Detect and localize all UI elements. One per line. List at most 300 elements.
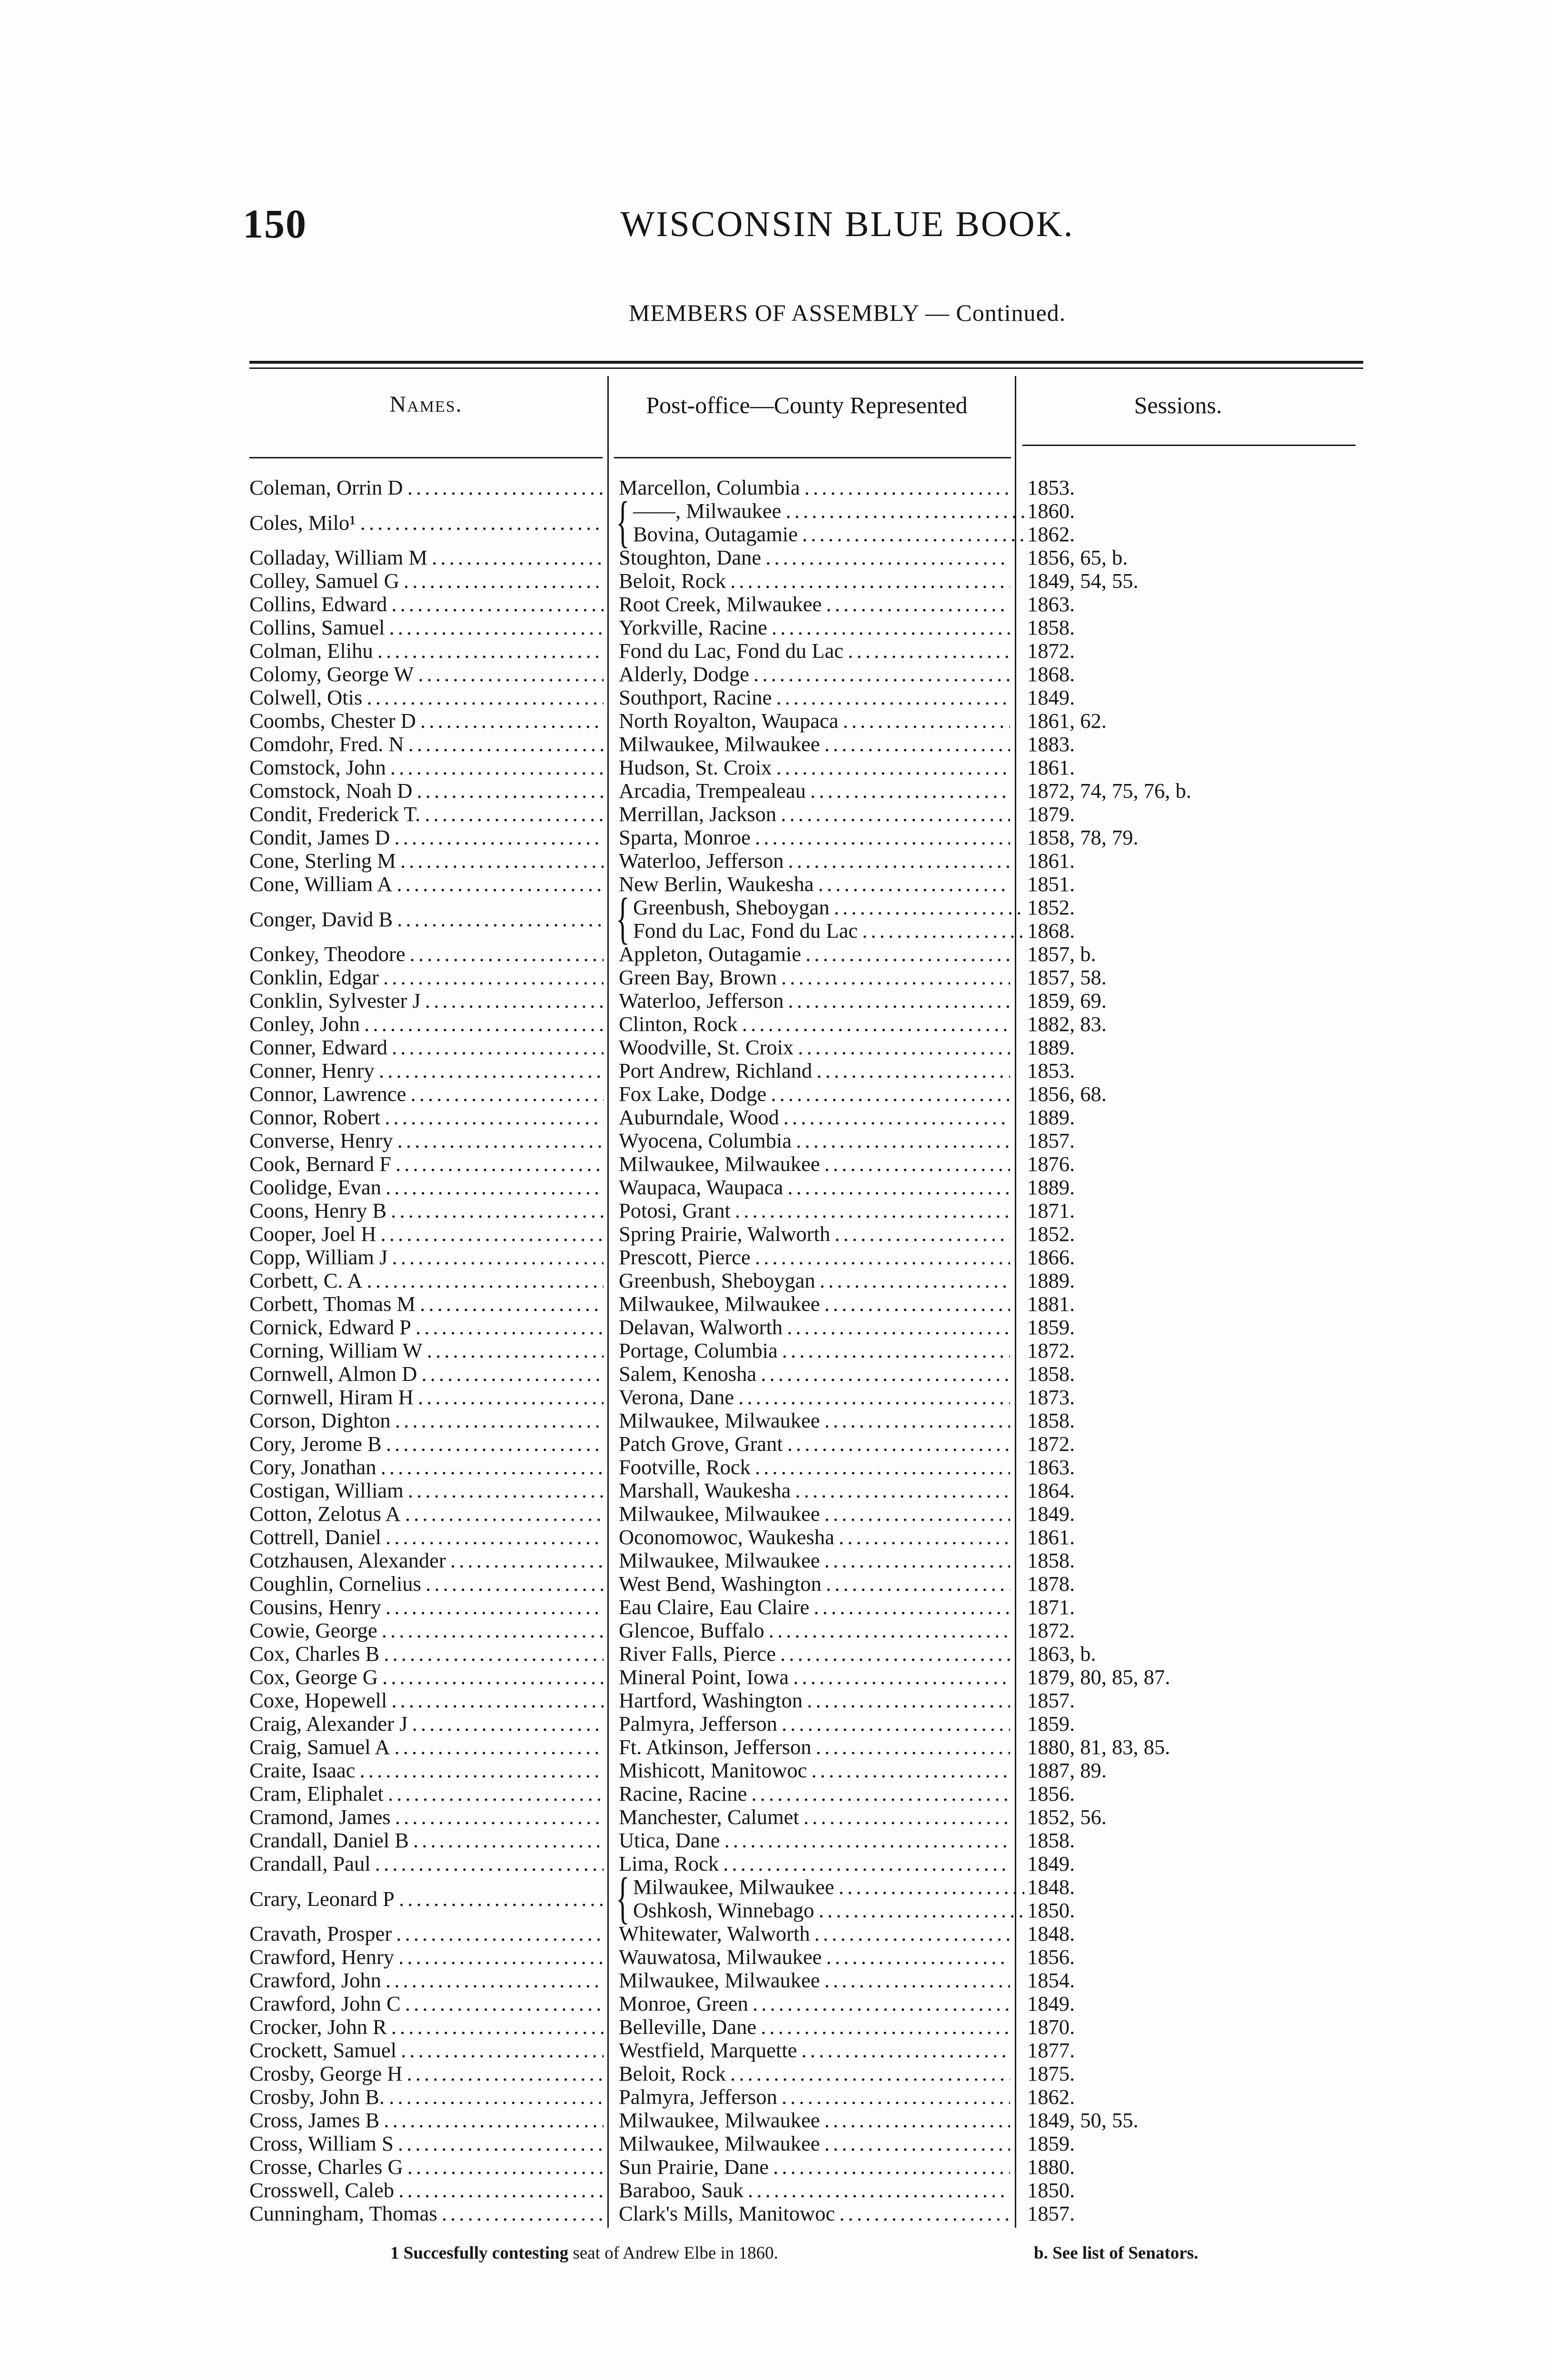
post-office-county: Greenbush, Sheboygan . . . xyxy=(619,1269,1010,1292)
header-underline-post xyxy=(614,457,1011,458)
table-row xyxy=(0,1735,1546,1759)
sessions-value: 1861, 62. xyxy=(1027,709,1107,733)
member-name: Coxe, Hopewell . . . xyxy=(249,1689,604,1712)
sessions-value: 1849, 50, 55. xyxy=(1027,2109,1139,2132)
member-name: Corbett, C. A . . . xyxy=(249,1269,604,1292)
post-office-county: Milwaukee, Milwaukee . . . xyxy=(619,1875,1024,1899)
member-name: Craig, Samuel A . . . xyxy=(249,1735,604,1759)
footnote-senators: b. See list of Senators. xyxy=(1034,2243,1199,2263)
member-name: Cooper, Joel H . . . xyxy=(249,1222,604,1246)
sessions-value: 1849. xyxy=(1027,686,1075,709)
sessions-value: 1852. xyxy=(1027,1222,1075,1246)
post-office-county: Hudson, St. Croix . . . xyxy=(619,756,1010,779)
member-name: Copp, William J . . . xyxy=(249,1246,604,1269)
member-name: Cotton, Zelotus A . . . xyxy=(249,1502,604,1526)
member-name: Colwell, Otis . . . xyxy=(249,686,604,709)
member-name: Coombs, Chester D . . . xyxy=(249,709,604,733)
table-row xyxy=(0,523,1546,546)
member-name: Coles, Milo¹ . . . xyxy=(249,511,604,535)
table-row xyxy=(0,1036,1546,1059)
post-office-county: Whitewater, Walworth . . . xyxy=(619,1922,1010,1945)
table-row xyxy=(0,1852,1546,1875)
table-row xyxy=(0,1619,1546,1642)
sessions-value: 1861. xyxy=(1027,756,1075,779)
post-office-county: Yorkville, Racine . . . xyxy=(619,616,1010,639)
post-office-county: Beloit, Rock . . . xyxy=(619,2062,1010,2085)
sessions-value: 1882, 83. xyxy=(1027,1012,1107,1036)
table-row xyxy=(0,1666,1546,1689)
table-row xyxy=(0,709,1546,733)
member-name: Cox, Charles B . . . xyxy=(249,1642,604,1666)
member-name: Craite, Isaac . . . xyxy=(249,1759,604,1782)
sessions-value: 1879. xyxy=(1027,803,1075,826)
brace-icon: { xyxy=(616,886,630,950)
table-row xyxy=(0,1596,1546,1619)
sessions-value: 1858. xyxy=(1027,1829,1075,1852)
sessions-value: 1879, 80, 85, 87. xyxy=(1027,1666,1170,1689)
sessions-value: 1848. xyxy=(1027,1875,1075,1899)
post-office-county: Clark's Mills, Manitowoc . . . xyxy=(619,2202,1010,2225)
post-office-county: Marshall, Waukesha . . . xyxy=(619,1479,1010,1502)
post-office-county: Monroe, Green . . . xyxy=(619,1992,1010,2015)
member-name: Cornwell, Hiram H . . . xyxy=(249,1386,604,1409)
table-row xyxy=(0,779,1546,803)
sessions-value: 1863. xyxy=(1027,593,1075,616)
footnote-contesting xyxy=(390,2243,778,2263)
member-name: Crawford, Henry . . . xyxy=(249,1945,604,1969)
post-office-county: Eau Claire, Eau Claire . . . xyxy=(619,1596,1010,1619)
member-name: Conklin, Sylvester J . . . xyxy=(249,989,604,1012)
post-office-county: ——, Milwaukee . . . xyxy=(619,499,1024,523)
post-office-county: Milwaukee, Milwaukee . . . xyxy=(619,1549,1010,1572)
post-office-county: River Falls, Pierce . . . xyxy=(619,1642,1010,1666)
member-name: Crawford, John C . . . xyxy=(249,1992,604,2015)
member-name: Crosse, Charles G . . . xyxy=(249,2155,604,2179)
sessions-value: 1858. xyxy=(1027,1549,1075,1572)
table-row xyxy=(0,2202,1546,2225)
post-office-county: Fox Lake, Dodge . . . xyxy=(619,1082,1010,1106)
member-name: Crandall, Paul . . . xyxy=(249,1852,604,1875)
table-row xyxy=(0,1969,1546,1992)
post-office-county: Delavan, Walworth . . . xyxy=(619,1316,1010,1339)
post-office-county: Port Andrew, Richland . . . xyxy=(619,1059,1010,1082)
member-name: Colley, Samuel G . . . xyxy=(249,569,604,593)
member-name: Cramond, James . . . xyxy=(249,1805,604,1829)
member-name: Connor, Robert . . . xyxy=(249,1106,604,1129)
table-row xyxy=(0,1689,1546,1712)
post-office-county: Waupaca, Waupaca . . . xyxy=(619,1176,1010,1199)
sessions-value: 1857. xyxy=(1027,2202,1075,2225)
post-office-county: Arcadia, Trempealeau . . . xyxy=(619,779,1010,803)
post-office-county: Merrillan, Jackson . . . xyxy=(619,803,1010,826)
member-name: Colman, Elihu . . . xyxy=(249,639,604,663)
table-row xyxy=(0,1572,1546,1596)
table-row xyxy=(0,1526,1546,1549)
sessions-value: 1887, 89. xyxy=(1027,1759,1107,1782)
sessions-value: 1858, 78, 79. xyxy=(1027,826,1139,849)
sessions-value: 1866. xyxy=(1027,1246,1075,1269)
table-row xyxy=(0,1152,1546,1176)
post-office-county: Milwaukee, Milwaukee . . . xyxy=(619,1292,1010,1316)
post-office-county: Glencoe, Buffalo . . . xyxy=(619,1619,1010,1642)
header-underline-names xyxy=(249,457,603,458)
sessions-value: 1863, b. xyxy=(1027,1642,1096,1666)
post-office-county: Racine, Racine . . . xyxy=(619,1782,1010,1805)
member-name xyxy=(249,523,604,546)
post-office-county: Beloit, Rock . . . xyxy=(619,569,1010,593)
post-office-county: Sparta, Monroe . . . xyxy=(619,826,1010,849)
member-name: Colladay, William M . . . xyxy=(249,546,604,569)
post-office-county: Oconomowoc, Waukesha . . . xyxy=(619,1526,1010,1549)
table-row xyxy=(0,1432,1546,1456)
page-number: 150 xyxy=(243,201,307,247)
sessions-value: 1878. xyxy=(1027,1572,1075,1596)
sessions-value: 1858. xyxy=(1027,616,1075,639)
sessions-value: 1849. xyxy=(1027,1852,1075,1875)
sessions-value: 1857, 58. xyxy=(1027,966,1107,989)
table-row xyxy=(0,2039,1546,2062)
member-name: Craig, Alexander J . . . xyxy=(249,1712,604,1735)
sessions-value: 1849. xyxy=(1027,1502,1075,1526)
post-office-county: North Royalton, Waupaca . . . xyxy=(619,709,1010,733)
table-row xyxy=(0,1642,1546,1666)
post-office-county: Milwaukee, Milwaukee . . . xyxy=(619,2132,1010,2155)
sessions-value: 1860. xyxy=(1027,499,1075,523)
header-underline-sessions xyxy=(1022,445,1356,446)
table-row xyxy=(0,919,1546,942)
post-office-county: Green Bay, Brown . . . xyxy=(619,966,1010,989)
member-name: Coleman, Orrin D . . . xyxy=(249,476,604,499)
member-name: Corson, Dighton . . . xyxy=(249,1409,604,1432)
sessions-value: 1881. xyxy=(1027,1292,1075,1316)
post-office-county: Mineral Point, Iowa . . . xyxy=(619,1666,1010,1689)
brace-icon: { xyxy=(616,1866,630,1929)
table-row xyxy=(0,966,1546,989)
sessions-value: 1875. xyxy=(1027,2062,1075,2085)
sessions-value: 1880. xyxy=(1027,2155,1075,2179)
post-office-county: Sun Prairie, Dane . . . xyxy=(619,2155,1010,2179)
sessions-value: 1872, 74, 75, 76, b. xyxy=(1027,779,1191,803)
table-row xyxy=(0,2132,1546,2155)
member-name xyxy=(249,1899,604,1922)
member-name: Corbett, Thomas M . . . xyxy=(249,1292,604,1316)
sessions-value: 1857, b. xyxy=(1027,942,1096,966)
table-row xyxy=(0,616,1546,639)
sessions-value: 1870. xyxy=(1027,2015,1075,2039)
post-office-county: Wauwatosa, Milwaukee . . . xyxy=(619,1945,1010,1969)
table-row xyxy=(0,2155,1546,2179)
table-row xyxy=(0,1899,1546,1922)
post-office-county: Auburndale, Wood . . . xyxy=(619,1106,1010,1129)
member-name: Costigan, William . . . xyxy=(249,1479,604,1502)
post-office-county: Appleton, Outagamie . . . xyxy=(619,942,1010,966)
table-row xyxy=(0,2015,1546,2039)
table-row xyxy=(0,989,1546,1012)
post-office-county: Wyocena, Columbia . . . xyxy=(619,1129,1010,1152)
sessions-value: 1849. xyxy=(1027,1992,1075,2015)
sessions-value: 1862. xyxy=(1027,2085,1075,2109)
footnote-text: seat of Andrew Elbe in 1860. xyxy=(573,2243,778,2263)
member-name: Conkey, Theodore . . . xyxy=(249,942,604,966)
member-name: Colomy, George W . . . xyxy=(249,663,604,686)
post-office-county: Utica, Dane . . . xyxy=(619,1829,1010,1852)
member-name: Cox, George G . . . xyxy=(249,1666,604,1689)
member-name: Collins, Edward . . . xyxy=(249,593,604,616)
post-office-county: Mishicott, Manitowoc . . . xyxy=(619,1759,1010,1782)
table-row xyxy=(0,803,1546,826)
sessions-value: 1872. xyxy=(1027,639,1075,663)
member-name: Crawford, John . . . xyxy=(249,1969,604,1992)
sessions-value: 1889. xyxy=(1027,1036,1075,1059)
running-head: WISCONSIN BLUE BOOK. xyxy=(620,204,1074,244)
member-name: Coons, Henry B . . . xyxy=(249,1199,604,1222)
post-office-county: Milwaukee, Milwaukee . . . xyxy=(619,1409,1010,1432)
member-name: Coolidge, Evan . . . xyxy=(249,1176,604,1199)
sessions-value: 1889. xyxy=(1027,1176,1075,1199)
table-row xyxy=(0,2109,1546,2132)
sessions-value: 1871. xyxy=(1027,1199,1075,1222)
table-row xyxy=(0,1106,1546,1129)
member-name: Crosby, John B. . . . xyxy=(249,2085,604,2109)
sessions-value: 1862. xyxy=(1027,523,1075,546)
post-office-county: West Bend, Washington . . . xyxy=(619,1572,1010,1596)
post-office-county: New Berlin, Waukesha . . . xyxy=(619,873,1010,896)
member-name: Cunningham, Thomas . . . xyxy=(249,2202,604,2225)
table-row xyxy=(0,733,1546,756)
post-office-county: Verona, Dane . . . xyxy=(619,1386,1010,1409)
table-row xyxy=(0,942,1546,966)
member-name: Crosswell, Caleb . . . xyxy=(249,2179,604,2202)
sessions-value: 1858. xyxy=(1027,1362,1075,1386)
table-row xyxy=(0,849,1546,873)
post-office-county: Potosi, Grant . . . xyxy=(619,1199,1010,1222)
table-row xyxy=(0,663,1546,686)
sessions-value: 1856. xyxy=(1027,1782,1075,1805)
member-name: Cross, William S . . . xyxy=(249,2132,604,2155)
post-office-county: Ft. Atkinson, Jefferson . . . xyxy=(619,1735,1010,1759)
member-name: Cross, James B . . . xyxy=(249,2109,604,2132)
member-name: Condit, Frederick T. . . . xyxy=(249,803,604,826)
sessions-value: 1851. xyxy=(1027,873,1075,896)
post-office-county: Milwaukee, Milwaukee . . . xyxy=(619,2109,1010,2132)
member-name: Comstock, Noah D . . . xyxy=(249,779,604,803)
post-office-county: Manchester, Calumet . . . xyxy=(619,1805,1010,1829)
post-office-county: Waterloo, Jefferson . . . xyxy=(619,849,1010,873)
post-office-county: Milwaukee, Milwaukee . . . xyxy=(619,1152,1010,1176)
table-row xyxy=(0,1409,1546,1432)
post-office-county: Milwaukee, Milwaukee . . . xyxy=(619,1969,1010,1992)
member-name: Cook, Bernard F . . . xyxy=(249,1152,604,1176)
member-name: Cone, William A . . . xyxy=(249,873,604,896)
table-row xyxy=(0,1922,1546,1945)
sessions-value: 1872. xyxy=(1027,1339,1075,1362)
sessions-value: 1850. xyxy=(1027,2179,1075,2202)
table-row xyxy=(0,1479,1546,1502)
member-name: Cornwell, Almon D . . . xyxy=(249,1362,604,1386)
post-office-county: Palmyra, Jefferson . . . xyxy=(619,2085,1010,2109)
post-office-county: Milwaukee, Milwaukee . . . xyxy=(619,733,1010,756)
member-name: Cravath, Prosper . . . xyxy=(249,1922,604,1945)
sessions-value: 1850. xyxy=(1027,1899,1075,1922)
sessions-value: 1858. xyxy=(1027,1409,1075,1432)
sessions-value: 1856, 68. xyxy=(1027,1082,1107,1106)
post-office-county: Alderly, Dodge . . . xyxy=(619,663,1010,686)
table-row xyxy=(0,1945,1546,1969)
table-row xyxy=(0,1199,1546,1222)
sessions-value: 1853. xyxy=(1027,1059,1075,1082)
footnote-marker: 1 Succesfully contesting xyxy=(390,2243,569,2263)
table-row xyxy=(0,1502,1546,1526)
sessions-value: 1873. xyxy=(1027,1386,1075,1409)
member-name: Collins, Samuel . . . xyxy=(249,616,604,639)
table-row xyxy=(0,2179,1546,2202)
sessions-value: 1859, 69. xyxy=(1027,989,1107,1012)
top-rule-thick xyxy=(249,361,1363,364)
table-row xyxy=(0,873,1546,896)
column-header-sessions: Sessions. xyxy=(1134,392,1222,418)
table-row xyxy=(0,1059,1546,1082)
member-name: Cone, Sterling M . . . xyxy=(249,849,604,873)
table-row xyxy=(0,1549,1546,1572)
member-name: Connor, Lawrence . . . xyxy=(249,1082,604,1106)
post-office-county: Bovina, Outagamie . . . xyxy=(619,523,1024,546)
post-office-county: Oshkosh, Winnebago . . . xyxy=(619,1899,1024,1922)
member-name: Conley, John . . . xyxy=(249,1012,604,1036)
sessions-value: 1857. xyxy=(1027,1689,1075,1712)
sessions-value: 1861. xyxy=(1027,1526,1075,1549)
member-name: Cousins, Henry . . . xyxy=(249,1596,604,1619)
post-office-county: Belleville, Dane . . . xyxy=(619,2015,1010,2039)
sessions-value: 1889. xyxy=(1027,1106,1075,1129)
post-office-county: Lima, Rock . . . xyxy=(619,1852,1010,1875)
top-rule-thin xyxy=(249,367,1363,369)
table-row xyxy=(0,1082,1546,1106)
post-office-county: Spring Prairie, Walworth . . . xyxy=(619,1222,1010,1246)
member-name: Crockett, Samuel . . . xyxy=(249,2039,604,2062)
table-row xyxy=(0,1269,1546,1292)
post-office-county: Root Creek, Milwaukee . . . xyxy=(619,593,1010,616)
table-row xyxy=(0,1176,1546,1199)
member-name: Crandall, Daniel B . . . xyxy=(249,1829,604,1852)
post-office-county: Southport, Racine . . . xyxy=(619,686,1010,709)
sessions-value: 1859. xyxy=(1027,2132,1075,2155)
sessions-value: 1876. xyxy=(1027,1152,1075,1176)
member-name: Corning, William W . . . xyxy=(249,1339,604,1362)
member-name: Conklin, Edgar . . . xyxy=(249,966,604,989)
table-row xyxy=(0,1992,1546,2015)
post-office-county: Footville, Rock . . . xyxy=(619,1456,1010,1479)
sessions-value: 1863. xyxy=(1027,1456,1075,1479)
member-name: Crosby, George H . . . xyxy=(249,2062,604,2085)
member-name: Crary, Leonard P . . . xyxy=(249,1887,604,1911)
member-name: Crocker, John R . . . xyxy=(249,2015,604,2039)
table-row xyxy=(0,569,1546,593)
member-name: Converse, Henry . . . xyxy=(249,1129,604,1152)
table-row xyxy=(0,756,1546,779)
sessions-value: 1868. xyxy=(1027,919,1075,942)
table-row xyxy=(0,1712,1546,1735)
member-name: Cottrell, Daniel . . . xyxy=(249,1526,604,1549)
table-row xyxy=(0,2085,1546,2109)
post-office-county: Palmyra, Jefferson . . . xyxy=(619,1712,1010,1735)
table-row xyxy=(0,546,1546,569)
table-row xyxy=(0,1759,1546,1782)
table-row xyxy=(0,2062,1546,2085)
table-row xyxy=(0,639,1546,663)
sessions-value: 1856, 65, b. xyxy=(1027,546,1128,569)
post-office-county: Salem, Kenosha . . . xyxy=(619,1362,1010,1386)
post-office-county: Hartford, Washington . . . xyxy=(619,1689,1010,1712)
sessions-value: 1849, 54, 55. xyxy=(1027,569,1139,593)
member-name: Comstock, John . . . xyxy=(249,756,604,779)
post-office-county: Greenbush, Sheboygan . . . xyxy=(619,896,1024,919)
post-office-county: Fond du Lac, Fond du Lac . . . xyxy=(619,919,1024,942)
table-row xyxy=(0,1456,1546,1479)
table-row xyxy=(0,1246,1546,1269)
brace-icon: { xyxy=(616,490,630,553)
post-office-county: Woodville, St. Croix . . . xyxy=(619,1036,1010,1059)
member-name: Conner, Henry . . . xyxy=(249,1059,604,1082)
table-row xyxy=(0,1339,1546,1362)
sessions-value: 1859. xyxy=(1027,1316,1075,1339)
table-row xyxy=(0,1829,1546,1852)
member-name: Condit, James D . . . xyxy=(249,826,604,849)
member-name: Comdohr, Fred. N . . . xyxy=(249,733,604,756)
sessions-value: 1854. xyxy=(1027,1969,1075,1992)
sessions-value: 1883. xyxy=(1027,733,1075,756)
post-office-county: Prescott, Pierce . . . xyxy=(619,1246,1010,1269)
table-row xyxy=(0,826,1546,849)
sessions-value: 1857. xyxy=(1027,1129,1075,1152)
table-row xyxy=(0,1222,1546,1246)
sessions-value: 1861. xyxy=(1027,849,1075,873)
member-name: Cory, Jonathan . . . xyxy=(249,1456,604,1479)
member-name: Cotzhausen, Alexander . . . xyxy=(249,1549,604,1572)
table-row xyxy=(0,1805,1546,1829)
post-office-county: Waterloo, Jefferson . . . xyxy=(619,989,1010,1012)
member-name: Cory, Jerome B . . . xyxy=(249,1432,604,1456)
table-row xyxy=(0,476,1546,499)
table-row xyxy=(0,1386,1546,1409)
post-office-county: Portage, Columbia . . . xyxy=(619,1339,1010,1362)
post-office-county: Westfield, Marquette . . . xyxy=(619,2039,1010,2062)
table-row xyxy=(0,1012,1546,1036)
column-header-names: Names. xyxy=(389,392,463,417)
sessions-value: 1848. xyxy=(1027,1922,1075,1945)
post-office-county: Fond du Lac, Fond du Lac . . . xyxy=(619,639,1010,663)
member-name: Conner, Edward . . . xyxy=(249,1036,604,1059)
member-name: Conger, David B . . . xyxy=(249,908,604,931)
table-row xyxy=(0,1782,1546,1805)
post-office-county: Marcellon, Columbia . . . xyxy=(619,476,1010,499)
member-name: Cornick, Edward P . . . xyxy=(249,1316,604,1339)
table-row xyxy=(0,1316,1546,1339)
post-office-county: Patch Grove, Grant . . . xyxy=(619,1432,1010,1456)
sessions-value: 1871. xyxy=(1027,1596,1075,1619)
sessions-value: 1889. xyxy=(1027,1269,1075,1292)
column-header-post-office: Post-office—County Represented xyxy=(646,392,968,418)
sessions-value: 1872. xyxy=(1027,1619,1075,1642)
member-name: Coughlin, Cornelius . . . xyxy=(249,1572,604,1596)
table-title: MEMBERS OF ASSEMBLY — Continued. xyxy=(628,299,1066,326)
table-row xyxy=(0,1362,1546,1386)
member-name: Cowie, George . . . xyxy=(249,1619,604,1642)
post-office-county: Baraboo, Sauk . . . xyxy=(619,2179,1010,2202)
sessions-value: 1872. xyxy=(1027,1432,1075,1456)
member-name xyxy=(249,919,604,942)
sessions-value: 1880, 81, 83, 85. xyxy=(1027,1735,1170,1759)
sessions-value: 1853. xyxy=(1027,476,1075,499)
